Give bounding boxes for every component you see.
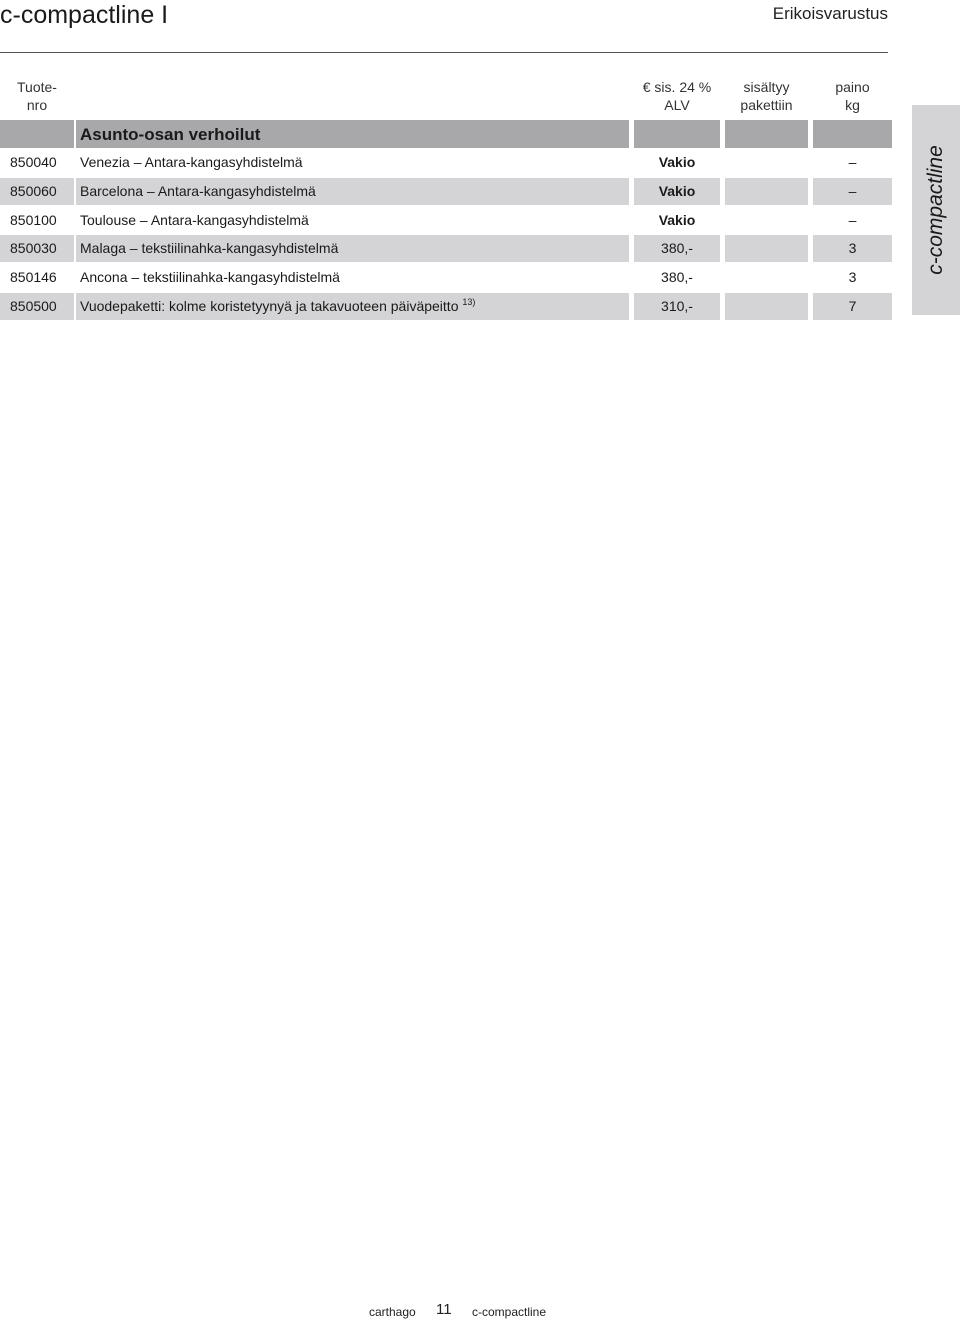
table-row — [0, 149, 892, 176]
product-weight: 3 — [813, 235, 892, 262]
section-title: Erikoisvarustus — [772, 4, 888, 23]
header-rule — [0, 52, 888, 53]
column-header-price: € sis. 24 % ALV — [642, 79, 712, 113]
product-number: 850040 — [10, 154, 57, 170]
product-number: 850500 — [0, 293, 74, 320]
product-weight: 3 — [848, 269, 857, 285]
product-price: Vakio — [658, 154, 696, 170]
table-row — [0, 235, 892, 262]
package-included — [725, 293, 808, 320]
table-row — [0, 264, 892, 291]
column-header-nro: Tuote- nro — [17, 79, 57, 113]
page-number: 11 — [436, 1301, 452, 1318]
package-included — [725, 264, 808, 291]
product-price: 380,- — [634, 235, 720, 262]
footer-model: c-compactline — [472, 1305, 547, 1319]
table-row — [0, 293, 892, 320]
product-weight: 7 — [813, 293, 892, 320]
product-description: Toulouse – Antara-kangasyhdistelmä — [80, 212, 309, 228]
product-description — [76, 293, 629, 320]
product-number: 850146 — [10, 269, 57, 285]
side-tab-label: c-compactline — [924, 145, 947, 275]
footnote-ref: 13) — [462, 297, 476, 307]
group-heading: Asunto-osan verhoilut — [76, 120, 629, 148]
package-included — [725, 235, 808, 262]
product-description: Barcelona – Antara-kangasyhdistelmä — [76, 178, 629, 205]
product-price: 380,- — [661, 269, 693, 285]
side-tab — [912, 105, 960, 315]
product-description: Malaga – tekstiilinahka-kangasyhdistelmä — [76, 235, 629, 262]
table-row — [0, 178, 892, 205]
product-price: Vakio — [634, 178, 720, 205]
product-number: 850030 — [0, 235, 74, 262]
package-included — [725, 149, 808, 176]
product-price: 310,- — [634, 293, 720, 320]
product-weight: – — [848, 154, 857, 170]
product-number: 850100 — [10, 212, 57, 228]
footer-brand: carthago — [369, 1305, 416, 1319]
column-header-package: sisältyy pakettiin — [740, 79, 793, 113]
package-included — [725, 178, 808, 205]
package-included — [725, 207, 808, 234]
product-price: Vakio — [658, 212, 696, 228]
product-description: Ancona – tekstiilinahka-kangasyhdistelmä — [80, 269, 340, 285]
product-weight: – — [813, 178, 892, 205]
product-number: 850060 — [0, 178, 74, 205]
table-row — [0, 207, 892, 234]
group-heading-row — [0, 120, 892, 148]
product-description: Venezia – Antara-kangasyhdistelmä — [80, 154, 303, 170]
product-weight: – — [848, 212, 857, 228]
product-description-text: Vuodepaketti: kolme koristetyynyä ja takavuoteen päiväpeitto — [80, 298, 459, 314]
page-title: c-compactline I — [0, 1, 169, 29]
column-header-weight: paino kg — [835, 79, 870, 113]
